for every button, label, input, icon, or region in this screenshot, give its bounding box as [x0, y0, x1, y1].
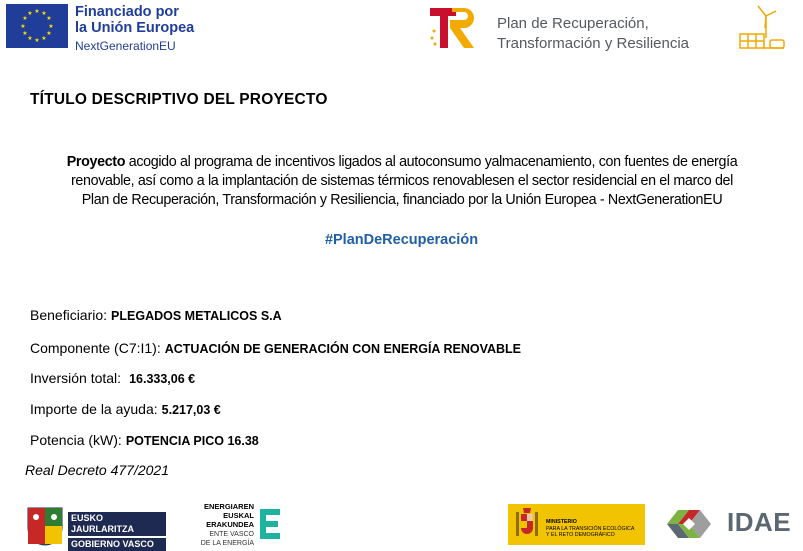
- project-description: [14, 153, 790, 210]
- ene-line2: EUSKAL ERAKUNDEA: [206, 511, 254, 529]
- svg-text:★: ★: [48, 23, 54, 30]
- eu-line2: la Unión Europea: [75, 20, 195, 36]
- component-label: Componente (C7:I1):: [30, 340, 161, 356]
- eve-text: [176, 502, 254, 548]
- solar-wind-energy-icon: [736, 2, 788, 52]
- ene-line1: ENERGIAREN: [203, 502, 254, 511]
- eu-flag-icon: [6, 4, 68, 48]
- prtr-line2: Transformación y Resiliencia: [497, 35, 690, 52]
- svg-text:★: ★: [41, 35, 47, 42]
- eu-line3: NextGenerationEU: [75, 39, 176, 53]
- ej-line1: EUSKO JAURLARITZA: [68, 512, 166, 536]
- investment-value: 16.333,06 €: [129, 372, 196, 386]
- ministry-line1: MINISTERIO: [546, 519, 577, 525]
- idae-text: IDAE: [727, 507, 792, 537]
- beneficiary-label: Beneficiario:: [30, 307, 108, 323]
- paragraph-line3: Plan de Recuperación, Transformación y Resiliencia, financiado por la Unión Europea - NextGenerationEU: [81, 192, 723, 208]
- eu-funding-text: [75, 4, 194, 54]
- svg-text:★: ★: [22, 15, 28, 22]
- ej-line2: GOBIERNO VASCO: [68, 538, 166, 551]
- svg-text:★: ★: [27, 35, 33, 42]
- eve-logo-icon: [256, 505, 282, 545]
- svg-text:★: ★: [27, 10, 33, 17]
- basque-shield-icon: [26, 506, 64, 546]
- decree: Real Decreto 477/2021: [25, 462, 169, 478]
- investment-label: Inversión total:: [30, 370, 122, 386]
- power-value: POTENCIA PICO 16.38: [125, 434, 259, 448]
- page-title: TÍTULO DESCRIPTIVO DEL PROYECTO: [30, 91, 328, 108]
- ministry-text: [546, 519, 642, 539]
- eu-line1: Financiado por: [75, 4, 179, 20]
- paragraph-line1: acogido al programa de incentivos ligados al autoconsumo yalmacenamiento, con fuentes de energía: [125, 154, 738, 170]
- prtr-logo-icon: [428, 6, 480, 50]
- idae-logo-icon: [656, 502, 722, 546]
- ministry-line3: Y EL RETO DEMOGRÁFICO: [546, 532, 615, 538]
- beneficiary-value: PLEGADOS METALICOS S.A: [111, 309, 282, 323]
- svg-text:★: ★: [22, 30, 28, 37]
- ene-line4: DE LA ENERGÍA: [200, 539, 254, 547]
- svg-text:★: ★: [41, 10, 47, 17]
- ene-line3: ENTE VASCO: [209, 531, 254, 538]
- component-value: ACTUACIÓN DE GENERACIÓN CON ENERGÍA RENOVABLE: [164, 342, 522, 356]
- svg-text:★: ★: [34, 37, 40, 44]
- ministry-line2: PARA LA TRANSICIÓN ECOLÓGICA: [546, 525, 635, 532]
- aid-row: [30, 401, 221, 417]
- svg-text:★: ★: [46, 30, 52, 37]
- hashtag: #PlanDeRecuperación: [324, 232, 479, 248]
- component-row: [30, 340, 521, 356]
- aid-label: Importe de la ayuda:: [30, 401, 158, 417]
- svg-text:★: ★: [46, 15, 52, 22]
- investment-row: [30, 370, 195, 386]
- aid-value: 5.217,03 €: [161, 403, 221, 417]
- svg-text:★: ★: [20, 23, 26, 30]
- power-label: Potencia (kW):: [30, 432, 122, 448]
- paragraph-lead: Proyecto: [66, 154, 126, 170]
- paragraph-line2: renovable, así como a la implantación de sistemas térmicos renovablesen el sector residencial en el marco del: [71, 173, 733, 189]
- svg-text:★: ★: [34, 8, 40, 15]
- prtr-text: [497, 14, 689, 54]
- prtr-line1: Plan de Recuperación,: [497, 15, 649, 32]
- spanish-coat-of-arms-icon: [514, 506, 540, 544]
- gobierno-vasco-logo: [68, 512, 166, 551]
- power-row: [30, 432, 259, 448]
- beneficiary-row: [30, 307, 282, 323]
